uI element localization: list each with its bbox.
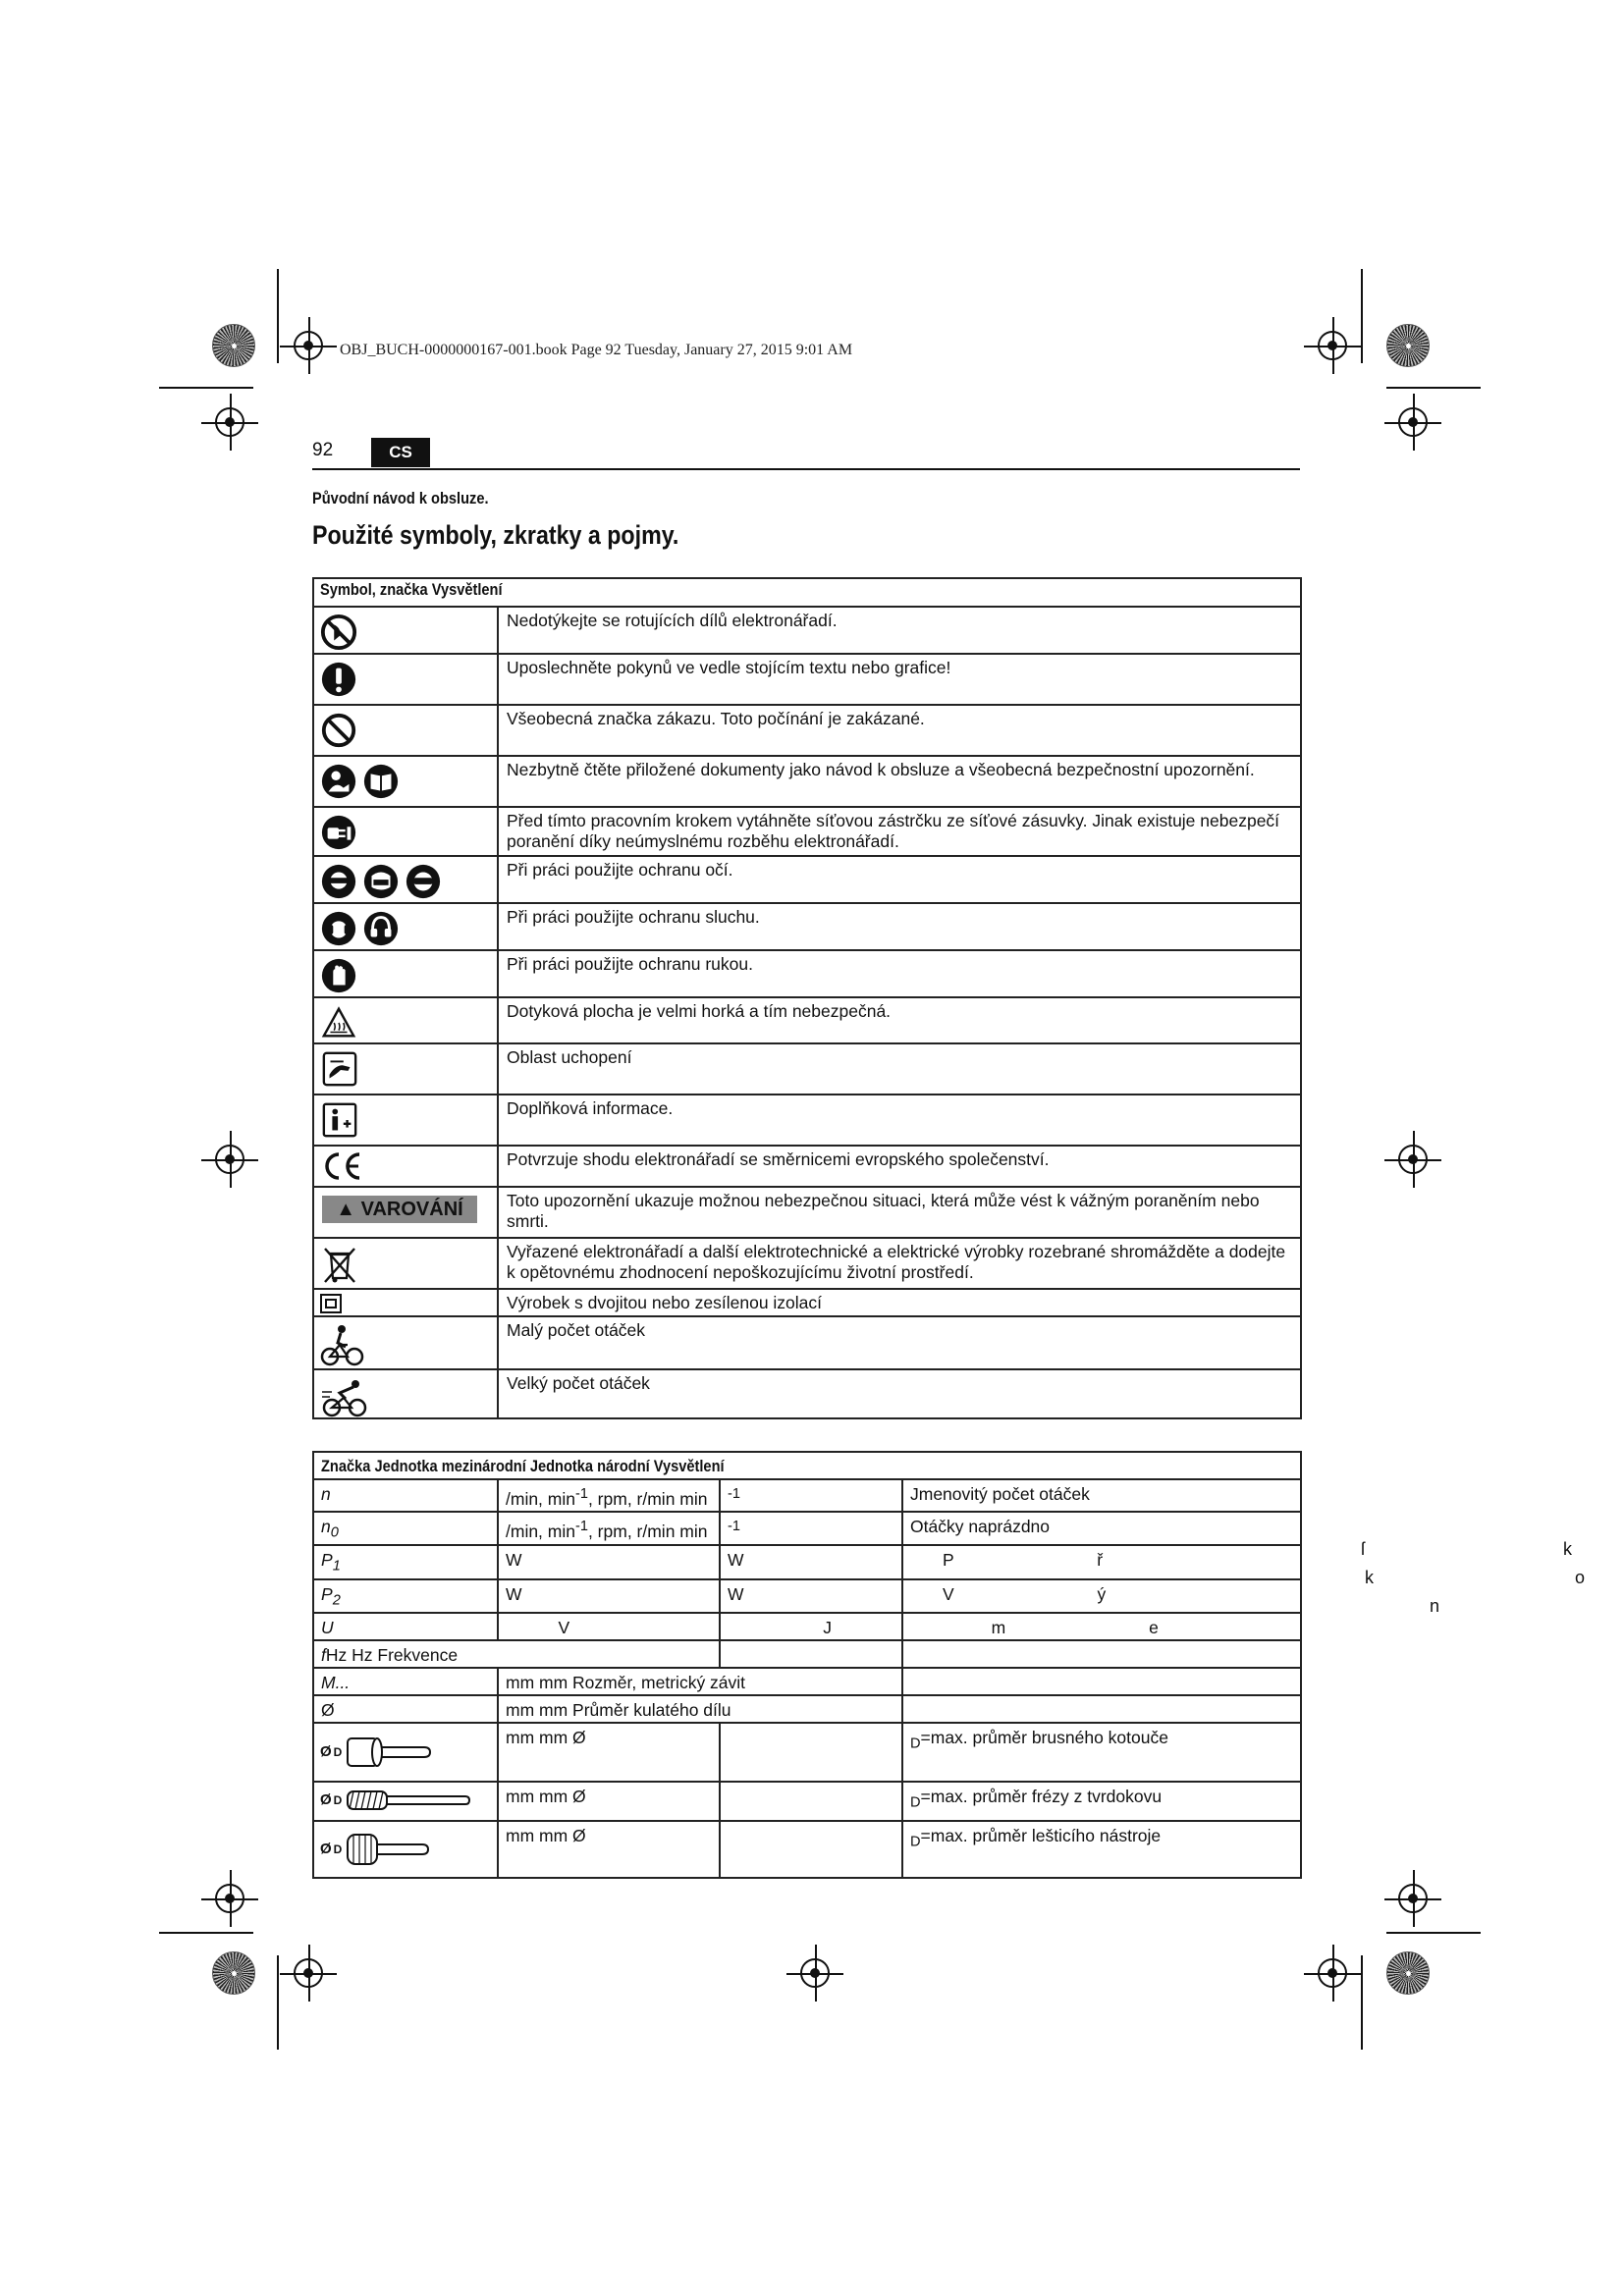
table-row bbox=[313, 1512, 1301, 1546]
unit-international: W bbox=[498, 1545, 720, 1579]
symbol-description: Všeobecná značka zákazu. Toto počínání je zakázané. bbox=[498, 705, 1301, 756]
superscript: -1 bbox=[728, 1486, 740, 1502]
symbol-description: Před tímto pracovním krokem vytáhněte síťovou zástrčku ze síťové zásuvky. Jinak existuje nebezpečí poranění díky neúmyslnému rozběhu elektronářadí. bbox=[498, 807, 1301, 856]
general-prohibition-icon bbox=[320, 712, 357, 749]
subscript: D bbox=[333, 1842, 343, 1857]
table-row bbox=[313, 705, 1301, 756]
overflow-char: o bbox=[1575, 1568, 1586, 1587]
symbol-description: Při práci použijte ochranu očí. bbox=[498, 856, 1301, 903]
symbol-description: Velký počet otáček bbox=[498, 1369, 1301, 1418]
registration-wheel-icon bbox=[1386, 1951, 1430, 1995]
superscript: -1 bbox=[574, 1486, 588, 1502]
table-row bbox=[313, 1579, 1301, 1614]
unit-international: /min, min bbox=[506, 1488, 575, 1509]
table-row bbox=[313, 756, 1301, 807]
subscript: D bbox=[910, 1735, 921, 1752]
explanation: Otáčky naprázdno bbox=[902, 1512, 1301, 1546]
overflow-char: ſ bbox=[1361, 1539, 1365, 1559]
explanation: =max. průměr frézy z tvrdokovu bbox=[920, 1787, 1163, 1807]
symbol-description: Při práci použijte ochranu sluchu. bbox=[498, 903, 1301, 950]
abbreviations-table bbox=[312, 1451, 1302, 1879]
warning-triangle-icon: ▲ bbox=[336, 1199, 356, 1220]
symbol-description: Výrobek s dvojitou nebo zesílenou izolací bbox=[498, 1289, 1301, 1316]
crop-mark bbox=[159, 1932, 253, 1934]
table-row bbox=[313, 950, 1301, 997]
unit-national: W bbox=[720, 1579, 902, 1614]
symbol-description: Nezbytně čtěte přiložené dokumenty jako návod k obsluze a všeobecná bezpečnostní upozornění. bbox=[498, 756, 1301, 807]
registration-wheel-icon bbox=[1386, 324, 1430, 367]
unit-and-explanation: mm mm Rozměr, metrický závit bbox=[498, 1668, 902, 1695]
unit-cell: mm mm Ø bbox=[498, 1821, 720, 1878]
table-row bbox=[313, 1723, 1301, 1782]
table-row bbox=[313, 1369, 1301, 1418]
symbol-description: Nedotýkejte se rotujících dílů elektronářadí. bbox=[498, 607, 1301, 654]
no-touching-rotating-parts-icon bbox=[320, 614, 357, 651]
unit-international-tail: , rpm, r/min min bbox=[587, 1488, 708, 1509]
face-shield-icon bbox=[362, 863, 400, 900]
crop-mark bbox=[277, 1955, 279, 2050]
table-row bbox=[313, 654, 1301, 705]
explanation: =max. průměr lešticího nástroje bbox=[920, 1826, 1162, 1846]
carbide-burr-icon bbox=[344, 1787, 471, 1814]
symbol-cell: Ø bbox=[320, 1841, 332, 1858]
table-row bbox=[313, 1668, 1301, 1695]
explanation: m e bbox=[902, 1613, 1301, 1640]
table-row bbox=[313, 1095, 1301, 1146]
table-header bbox=[313, 578, 1301, 607]
symbol-cell: U bbox=[321, 1618, 334, 1638]
symbol-cell: f bbox=[321, 1645, 326, 1666]
header-rule bbox=[312, 468, 1300, 470]
table-row bbox=[313, 1146, 1301, 1187]
subscript: 0 bbox=[330, 1524, 339, 1541]
table-row bbox=[313, 1821, 1301, 1878]
crosshair-mark-icon bbox=[294, 331, 323, 360]
explanation: P ř bbox=[902, 1545, 1301, 1579]
crosshair-mark-icon bbox=[800, 1958, 830, 1988]
crosshair-mark-icon bbox=[1318, 331, 1347, 360]
subscript: D bbox=[910, 1834, 921, 1850]
page-subtitle: Původní návod k obsluze. bbox=[312, 489, 489, 507]
double-insulation-icon bbox=[320, 1294, 342, 1313]
symbol-cell: M... bbox=[321, 1673, 351, 1693]
crop-mark bbox=[1361, 269, 1363, 363]
crosshair-mark-icon bbox=[215, 1884, 244, 1913]
crosshair-mark-icon bbox=[1398, 1145, 1428, 1174]
hot-surface-icon bbox=[320, 1004, 357, 1041]
earmuffs-icon bbox=[362, 910, 400, 947]
symbol-cell: P bbox=[321, 1583, 333, 1604]
crosshair-mark-icon bbox=[215, 407, 244, 437]
crop-mark bbox=[1386, 1932, 1481, 1934]
low-speed-cyclist-icon bbox=[320, 1323, 365, 1368]
symbol-cell: P bbox=[321, 1550, 333, 1571]
additional-info-icon bbox=[320, 1101, 359, 1139]
table-row bbox=[313, 1695, 1301, 1723]
unit-and-explanation: Hz Hz Frekvence bbox=[325, 1645, 459, 1666]
symbol-description: Potvrzuje shodu elektronářadí se směrnicemi evropského společenství. bbox=[498, 1146, 1301, 1187]
subscript: 1 bbox=[332, 1558, 341, 1575]
unplug-mains-icon bbox=[320, 814, 357, 851]
polishing-tool-icon bbox=[344, 1832, 434, 1867]
unit-cell: mm mm Ø bbox=[498, 1723, 720, 1782]
overflow-char: k bbox=[1365, 1568, 1374, 1587]
symbols-table-header: Symbol, značka Vysvětlení bbox=[320, 580, 503, 599]
read-manual-icon bbox=[320, 763, 357, 800]
table-row bbox=[313, 607, 1301, 654]
warning-label-text: VAROVÁNÍ bbox=[360, 1199, 463, 1220]
unit-international: W bbox=[498, 1579, 720, 1614]
symbol-description: Doplňková informace. bbox=[498, 1095, 1301, 1146]
unit-international: V bbox=[498, 1613, 720, 1640]
symbol-description: Vyřazené elektronářadí a další elektrotechnické a elektrické výrobky rozebrané shromážděte a dodejte k opětovnému zhodnocení nepoškozujícímu životní prostředí. bbox=[498, 1238, 1301, 1289]
overflow-char: n bbox=[1430, 1596, 1440, 1616]
crop-mark bbox=[277, 269, 279, 363]
hand-protection-icon bbox=[320, 957, 357, 994]
grip-area-icon bbox=[320, 1050, 359, 1088]
symbol-description: Malý počet otáček bbox=[498, 1316, 1301, 1369]
unit-international: /min, min bbox=[506, 1521, 575, 1541]
crosshair-mark-icon bbox=[215, 1145, 244, 1174]
overflow-char: k bbox=[1563, 1539, 1572, 1559]
table-row bbox=[313, 997, 1301, 1043]
crosshair-mark-icon bbox=[294, 1958, 323, 1988]
high-speed-cyclist-icon bbox=[320, 1376, 371, 1417]
symbol-cell: Ø bbox=[320, 1743, 332, 1761]
explanation: V ý bbox=[902, 1579, 1301, 1614]
symbol-description: Při práci použijte ochranu rukou. bbox=[498, 950, 1301, 997]
eye-protection-icon bbox=[320, 863, 357, 900]
unit-national: W bbox=[720, 1545, 902, 1579]
symbol-description: Oblast uchopení bbox=[498, 1043, 1301, 1095]
ear-protection-icon bbox=[320, 910, 357, 947]
symbol-description: Toto upozornění ukazuje možnou nebezpečnou situaci, která může vést k vážným poraněním nebo smrti. bbox=[498, 1187, 1301, 1238]
book-icon bbox=[362, 763, 400, 800]
crosshair-mark-icon bbox=[1398, 1884, 1428, 1913]
grinding-wheel-icon bbox=[344, 1735, 434, 1769]
table-row bbox=[313, 1289, 1301, 1316]
symbol-cell: Ø bbox=[321, 1700, 335, 1721]
safety-goggles-icon bbox=[405, 863, 442, 900]
table-row bbox=[313, 856, 1301, 903]
crop-mark bbox=[1361, 1955, 1363, 2050]
mandatory-instruction-icon bbox=[320, 661, 357, 698]
subscript: D bbox=[333, 1745, 343, 1760]
file-header: OBJ_BUCH-0000000167-001.book Page 92 Tuesday, January 27, 2015 9:01 AM bbox=[340, 342, 853, 358]
subscript: 2 bbox=[332, 1592, 341, 1609]
symbol-cell: n bbox=[321, 1516, 331, 1536]
weee-disposal-icon bbox=[320, 1245, 359, 1286]
table-row bbox=[313, 1479, 1301, 1512]
table-row bbox=[313, 1316, 1301, 1369]
language-badge: CS bbox=[371, 438, 430, 467]
symbol-description: Dotyková plocha je velmi horká a tím nebezpečná. bbox=[498, 997, 1301, 1043]
warning-label-icon bbox=[322, 1196, 477, 1223]
table-row bbox=[313, 1187, 1301, 1238]
unit-international-tail: , rpm, r/min min bbox=[587, 1521, 708, 1541]
table-row bbox=[313, 1613, 1301, 1640]
registration-wheel-icon bbox=[212, 1951, 255, 1995]
subscript: D bbox=[333, 1793, 343, 1808]
crosshair-mark-icon bbox=[1398, 407, 1428, 437]
table-row bbox=[313, 903, 1301, 950]
superscript: -1 bbox=[574, 1518, 588, 1534]
unit-national: J bbox=[720, 1613, 902, 1640]
ce-mark-icon bbox=[320, 1148, 363, 1184]
table-row bbox=[313, 1043, 1301, 1095]
subscript: D bbox=[910, 1794, 921, 1811]
superscript: -1 bbox=[728, 1518, 740, 1534]
table-row bbox=[313, 1782, 1301, 1821]
symbol-description: Uposlechněte pokynů ve vedle stojícím textu nebo grafice! bbox=[498, 654, 1301, 705]
page-title: Použité symboly, zkratky a pojmy. bbox=[312, 520, 679, 550]
table-row bbox=[313, 1640, 1301, 1668]
registration-wheel-icon bbox=[212, 324, 255, 367]
table-row bbox=[313, 807, 1301, 856]
crop-mark bbox=[159, 387, 253, 389]
table-row bbox=[313, 1238, 1301, 1289]
crosshair-mark-icon bbox=[1318, 1958, 1347, 1988]
explanation: =max. průměr brusného kotouče bbox=[920, 1728, 1168, 1748]
abbreviations-table-header: Značka Jednotka mezinárodní Jednotka národní Vysvětlení bbox=[321, 1457, 725, 1475]
crop-mark bbox=[1386, 387, 1481, 389]
unit-cell: mm mm Ø bbox=[498, 1782, 720, 1821]
symbols-table bbox=[312, 577, 1302, 1419]
symbol-cell: Ø bbox=[320, 1791, 332, 1809]
table-row bbox=[313, 1545, 1301, 1579]
symbol-cell: n bbox=[321, 1484, 331, 1504]
page-number: 92 bbox=[312, 440, 334, 460]
explanation: Jmenovitý počet otáček bbox=[902, 1479, 1301, 1512]
table-header bbox=[313, 1452, 1301, 1479]
unit-and-explanation: mm mm Průměr kulatého dílu bbox=[498, 1695, 902, 1723]
